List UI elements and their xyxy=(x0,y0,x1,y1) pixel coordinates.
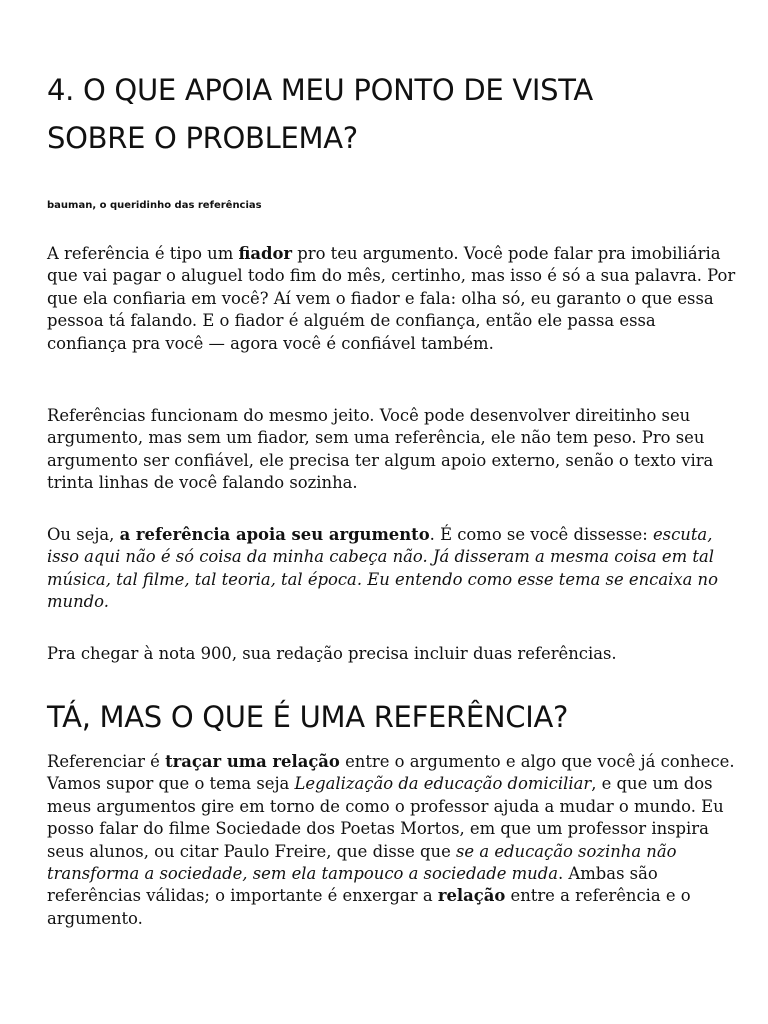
paragraph-referenciar xyxy=(47,751,737,930)
text-run: entre o argumento e algo que você já conhece. Vamos supor que o tema seja xyxy=(47,752,735,794)
bold-term: relação xyxy=(437,886,506,906)
paragraph-referencias: Referências funcionam do mesmo jeito. Você pode desenvolver direitinho seu argumento, mas sem um fiador, sem uma referência, ele não tem peso. Pro seu argumento ser confiável, ele precisa ter algum apoio externo, senão o texto vira trinta linhas de você falando sozinha. xyxy=(47,406,714,493)
section-heading xyxy=(47,66,727,162)
text-run: , e que um dos meus argumentos gire em torno de como o professor ajuda a mudar o mundo. Eu posso falar do filme Sociedade dos Poetas Mortos, em que um professor inspira seus alunos, ou citar Paulo Freire, que disse que xyxy=(47,774,724,861)
section-heading-line-1: 4. O QUE APOIA MEU PONTO DE VISTA xyxy=(47,73,593,107)
subheading: TÁ, MAS O QUE É UMA REFERÊNCIA? xyxy=(47,700,569,734)
bold-term: traçar uma relação xyxy=(165,752,340,771)
text-run: Ou seja, xyxy=(47,525,120,544)
bold-term: a referência apoia seu argumento xyxy=(119,525,430,544)
text-run: A referência é tipo um xyxy=(47,244,239,263)
image-caption: bauman, o queridinho das referências xyxy=(47,200,262,211)
italic-title: Legalização da educação domiciliar xyxy=(294,774,592,794)
italic-quote: escuta, isso aqui não é só coisa da minha cabeça não. Já disseram a mesma coisa em tal música, tal filme, tal teoria, tal época. Eu entendo como esse tema se encaixa no mundo. xyxy=(47,525,718,612)
paragraph-ou-seja xyxy=(47,524,737,614)
text-run: Referenciar é xyxy=(47,752,166,771)
italic-quote: se a educação sozinha não transforma a sociedade, sem ela tampouco a sociedade muda xyxy=(47,841,677,884)
paragraph-fiador xyxy=(47,243,737,355)
text-run: . É como se você dissesse: xyxy=(429,525,653,544)
text-run: pro teu argumento. Você pode falar pra imobiliária que vai pagar o aluguel todo fim do mês, certinho, mas isso é só a sua palavra. Por que ela confiaria em você? Aí vem o fiador e fala: olha só, eu garanto o que essa pessoa tá falando. E o fiador é alguém de confiança, então ele passa essa confiança pra você — agora você é confiável também. xyxy=(47,244,736,353)
text-run: entre a referência e o argumento. xyxy=(47,886,691,928)
section-heading-line-2: SOBRE O PROBLEMA? xyxy=(47,121,358,155)
text-run: . Ambas são referências válidas; o importante é enxergar a xyxy=(47,864,658,906)
bold-term: fiador xyxy=(238,244,293,263)
paragraph-nota-900: Pra chegar à nota 900, sua redação precisa incluir duas referências. xyxy=(47,644,617,663)
